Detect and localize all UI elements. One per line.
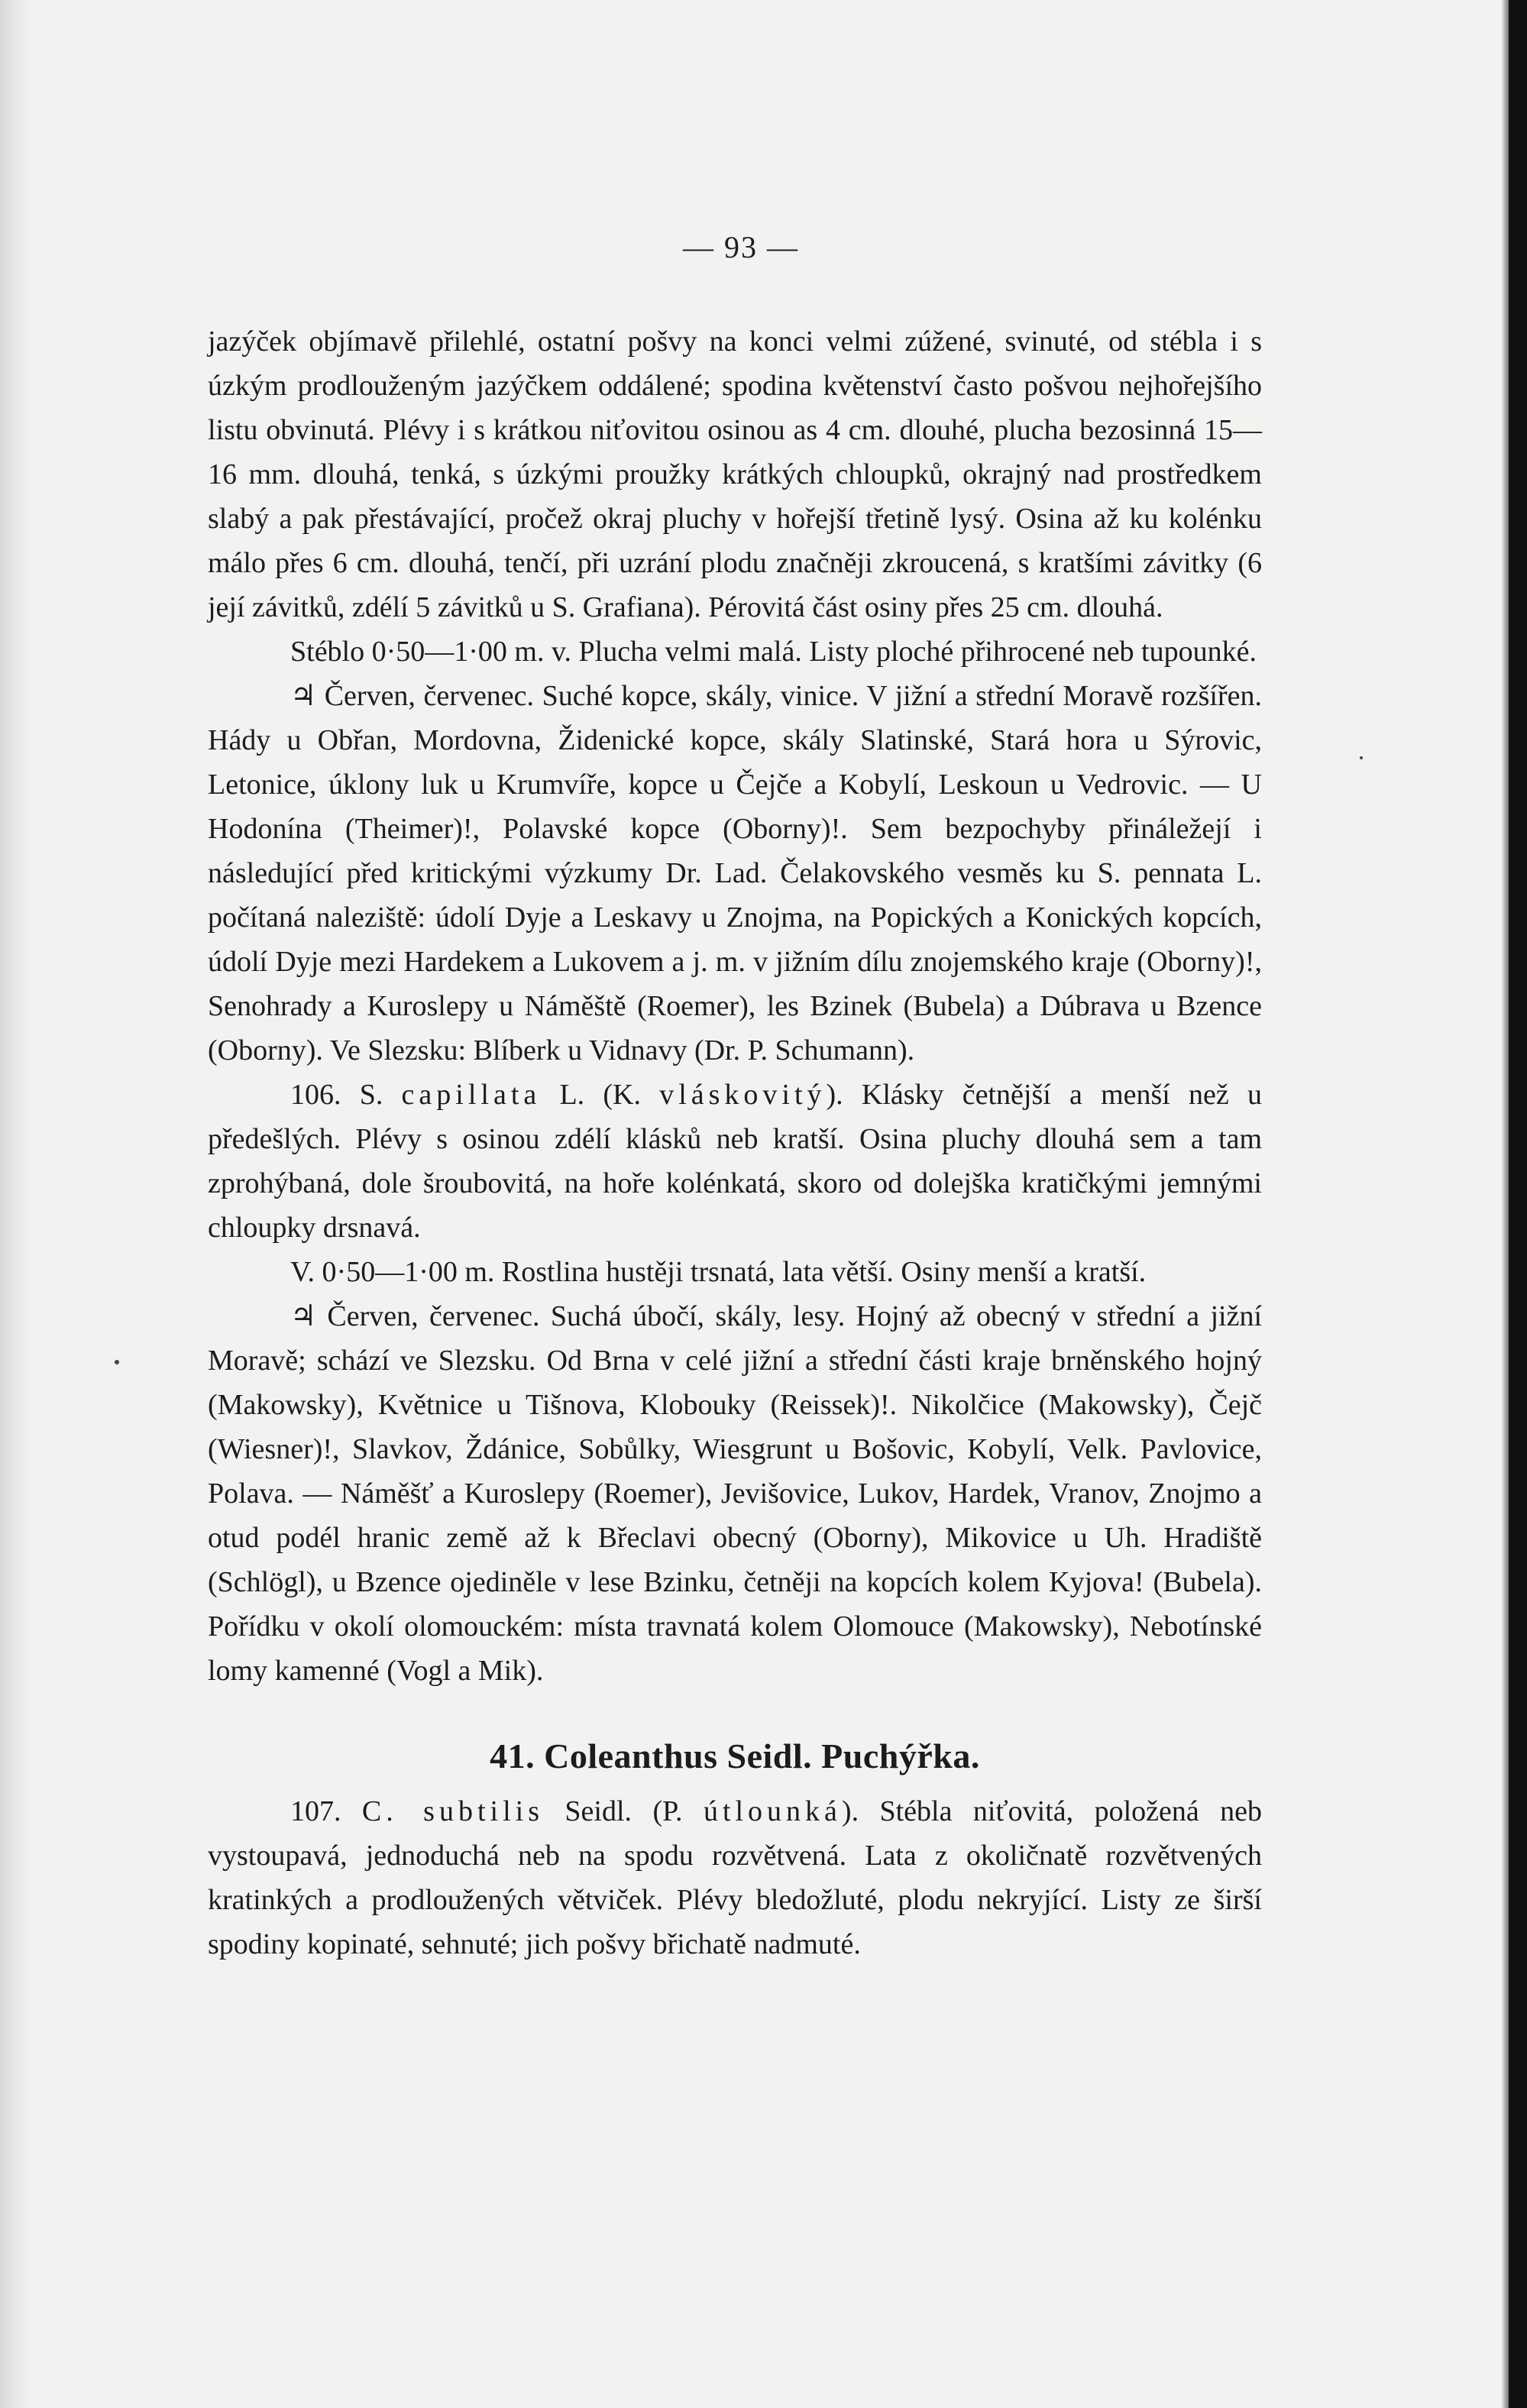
page-number: — 93 — xyxy=(683,230,799,264)
species-description: ). Stébla niťovitá, položená neb vystoupavá, jednoduchá neb na spodu rozvětvená. Lata z okoličnatě rozvětvených kratinkých a prodloužených větviček. Plévy bledožluté, plodu nekryjící. Listy ze širší spodiny kopinaté, sehnuté; jich pošvy břichatě nadmuté. xyxy=(208,1795,1263,1960)
species-author: Seidl. (P. xyxy=(544,1795,704,1827)
paragraph-stipa-distribution: ♃ Červen, červenec. Suché kopce, skály, vinice. V jižní a střední Moravě rozšířen. Hády u Obřan, Mordovna, Židenické kopce, skály Slatinské, Stará hora u Sýrovic, Letonice, úklony luk u Krumvíře, kopce u Čejče a Kobylí, Leskoun u Vedrovic. — U Hodonína (Theimer)!, Polavské kopce (Oborny)!. Sem bezpochyby přináležejí i následující před kritickými výzkumy Dr. Lad. Čelakovského vesměs ku S. pennata L. počítaná naleziště: údolí Dyje a Leskavy u Znojma, na Popických a Konických kopcích, údolí Dyje mezi Hardekem a Lukovem a j. m. v jižním dílu znojemského kraje (Oborny)!, Senohrady a Kuroslepy u Náměště (Roemer), les Bzinek (Bubela) a Dúbrava u Bzence (Oborny). Ve Slezsku: Blíberk u Vidnavy (Dr. P. Schumann). xyxy=(208,680,1262,1066)
section-heading-coleanthus: 41. Coleanthus Seidl. Puchýřka. xyxy=(490,1736,980,1775)
scan-speck xyxy=(115,1360,119,1364)
paragraph-stipa-measurements: Stéblo 0·50—1·00 m. v. Plucha velmi malá. Listy ploché přihrocené neb tupounké. xyxy=(290,636,1257,668)
species-common-name: vláskovitý xyxy=(659,1079,827,1111)
paragraph-capillata-description xyxy=(208,1073,1262,1250)
paragraph-stipa-description: jazýček objímavě přilehlé, ostatní pošvy na konci velmi zúžené, svinuté, od stébla i s úzkým prodlouženým jazýčkem oddálené; spodina květenství často pošvou nejhořejšího listu obvinutá. Plévy i s krátkou niťovitou osinou as 4 cm. dlouhé, plucha bezosinná 15—16 mm. dlouhá, tenká, s úzkými proužky krátkých chloupků, okrajný nad prostředkem slabý a pak přestávající, pročež okraj pluchy v hořejší třetině lysý. Osina až ku kolénku málo přes 6 cm. dlouhá, tenčí, při uzrání plodu značněji zkroucená, s kratšími závitky (6 její závitků, zdélí 5 závitků u S. Grafiana). Pérovitá část osiny přes 25 cm. dlouhá. xyxy=(208,325,1262,623)
scan-right-edge xyxy=(1509,0,1527,2408)
paragraph-capillata-measurements: V. 0·50—1·00 m. Rostlina hustěji trsnatá, lata větší. Osiny menší a kratší. xyxy=(290,1256,1147,1288)
species-number: 107. xyxy=(290,1795,362,1827)
species-name: capillata xyxy=(401,1079,542,1111)
species-common-name: útlounká xyxy=(703,1795,842,1827)
species-name: C. subtilis xyxy=(361,1795,544,1827)
paragraph-capillata-distribution: ♃ Červen, červenec. Suchá úbočí, skály, lesy. Hojný až obecný v střední a jižní Moravě; schází ve Slezsku. Od Brna v celé jižní a střední části kraje brněnského hojný (Makowsky), Květnice u Tišnova, Klobouky (Reissek)!. Nikolčice (Makowsky), Čejč (Wiesner)!, Slavkov, Ždánice, Sobůlky, Wiesgrunt u Bošovic, Kobylí, Velk. Pavlovice, Polava. — Náměšť a Kuroslepy (Roemer), Jevišovice, Lukov, Hardek, Vranov, Znojmo a otud podél hranic země až k Břeclavi obecný (Oborny), Mikovice u Uh. Hradiště (Schlögl), u Bzence ojediněle v lese Bzinku, četněji na kopcích kolem Kyjova! (Bubela). Pořídku v okolí olomouckém: místa travnatá kolem Olomouce (Makowsky), Nebotínské lomy kamenné (Vogl a Mik). xyxy=(208,1300,1262,1687)
species-description: ). Klásky četnější a menší než u předešlých. Plévy s osinou zdélí klásků neb kratší. Osina pluchy dlouhá sem a tam zprohýbaná, dole šroubovitá, na hoře kolénkatá, skoro od dolejška kratičkými jemnými chloupky drsnavá. xyxy=(208,1079,1262,1244)
paragraph-coleanthus-description xyxy=(208,1789,1262,1966)
page-body xyxy=(208,319,1262,1966)
scan-speck xyxy=(1360,756,1363,759)
species-number: 106. S. xyxy=(290,1079,402,1111)
scan-left-edge xyxy=(0,0,32,2408)
species-author: L. (K. xyxy=(541,1079,660,1111)
